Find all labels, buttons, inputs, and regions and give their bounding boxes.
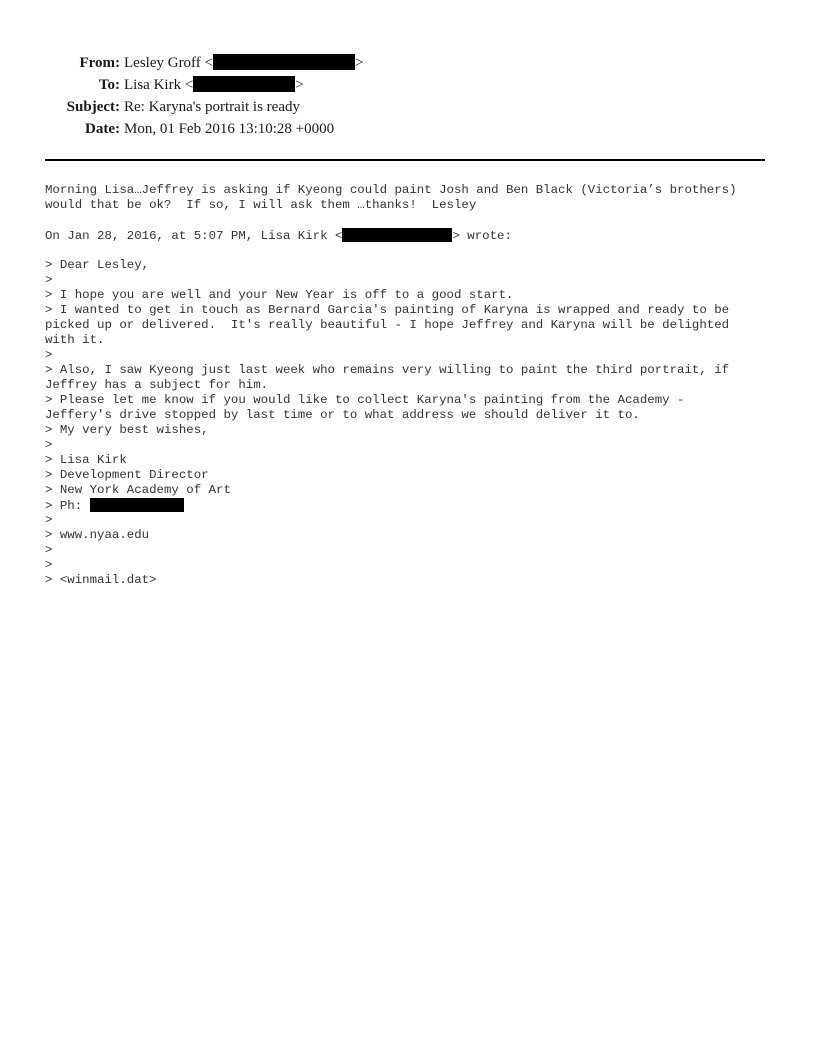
- wrote-suffix: > wrote:: [452, 229, 512, 243]
- to-value: Lisa Kirk <: [124, 77, 194, 93]
- quoted-line: >: [45, 513, 53, 527]
- to-close: >: [295, 77, 304, 93]
- date-value: Mon, 01 Feb 2016 13:10:28 +0000: [124, 121, 335, 137]
- quoted-line: > My very best wishes,: [45, 423, 209, 437]
- from-label: From:: [79, 55, 120, 71]
- redaction-box: [90, 498, 184, 512]
- quoted-line: > Please let me know if you would like to collect Karyna's painting from the Academy -: [45, 393, 685, 407]
- quoted-line: Jeffery's drive stopped by last time or to what address we should deliver it to.: [45, 408, 640, 422]
- phone-line: [45, 498, 775, 513]
- subject-row: [0, 96, 816, 118]
- header-divider: [45, 159, 765, 161]
- quoted-line: > Lisa Kirk: [45, 453, 127, 467]
- subject-label: Subject:: [66, 99, 120, 115]
- quoted-line: >: [45, 438, 53, 452]
- from-value: Lesley Groff <: [124, 55, 213, 71]
- quoted-line: with it.: [45, 333, 105, 347]
- quoted-line: > Also, I saw Kyeong just last week who remains very willing to paint the third portrait, if: [45, 363, 730, 377]
- from-row: [0, 52, 816, 74]
- quoted-line: picked up or delivered. It's really beautiful - I hope Jeffrey and Karyna will be delighted: [45, 318, 730, 332]
- from-close: >: [355, 55, 364, 71]
- redaction-box: [193, 76, 295, 92]
- email-header: [0, 52, 816, 140]
- redaction-box: [342, 228, 452, 242]
- quoted-line: >: [45, 558, 53, 572]
- quoted-line: >: [45, 348, 53, 362]
- body-line: would that be ok? If so, I will ask them …thanks! Lesley: [45, 198, 477, 212]
- to-label: To:: [98, 77, 120, 93]
- wrote-prefix: On Jan 28, 2016, at 5:07 PM, Lisa Kirk <: [45, 229, 343, 243]
- attachment-line: > <winmail.dat>: [45, 573, 157, 587]
- date-label: Date:: [85, 121, 120, 137]
- body-line: Morning Lisa…Jeffrey is asking if Kyeong could paint Josh and Ben Black (Victoria’s brothers): [45, 183, 737, 197]
- redaction-box: [213, 54, 355, 70]
- website-link[interactable]: > www.nyaa.edu: [45, 528, 150, 542]
- quoted-line: >: [45, 273, 53, 287]
- email-body: [45, 183, 775, 588]
- quoted-line: > Dear Lesley,: [45, 258, 150, 272]
- quoted-line: >: [45, 543, 53, 557]
- subject-value: Re: Karyna's portrait is ready: [124, 99, 300, 115]
- quoted-line: > Development Director: [45, 468, 209, 482]
- wrote-line: [45, 228, 775, 243]
- quoted-line: > I wanted to get in touch as Bernard Garcia's painting of Karyna is wrapped and ready to be: [45, 303, 730, 317]
- quoted-line: Jeffrey has a subject for him.: [45, 378, 269, 392]
- quoted-line: > I hope you are well and your New Year is off to a good start.: [45, 288, 514, 302]
- date-row: [0, 118, 816, 140]
- to-row: [0, 74, 816, 96]
- quoted-line: > New York Academy of Art: [45, 483, 231, 497]
- phone-prefix: > Ph:: [45, 499, 90, 513]
